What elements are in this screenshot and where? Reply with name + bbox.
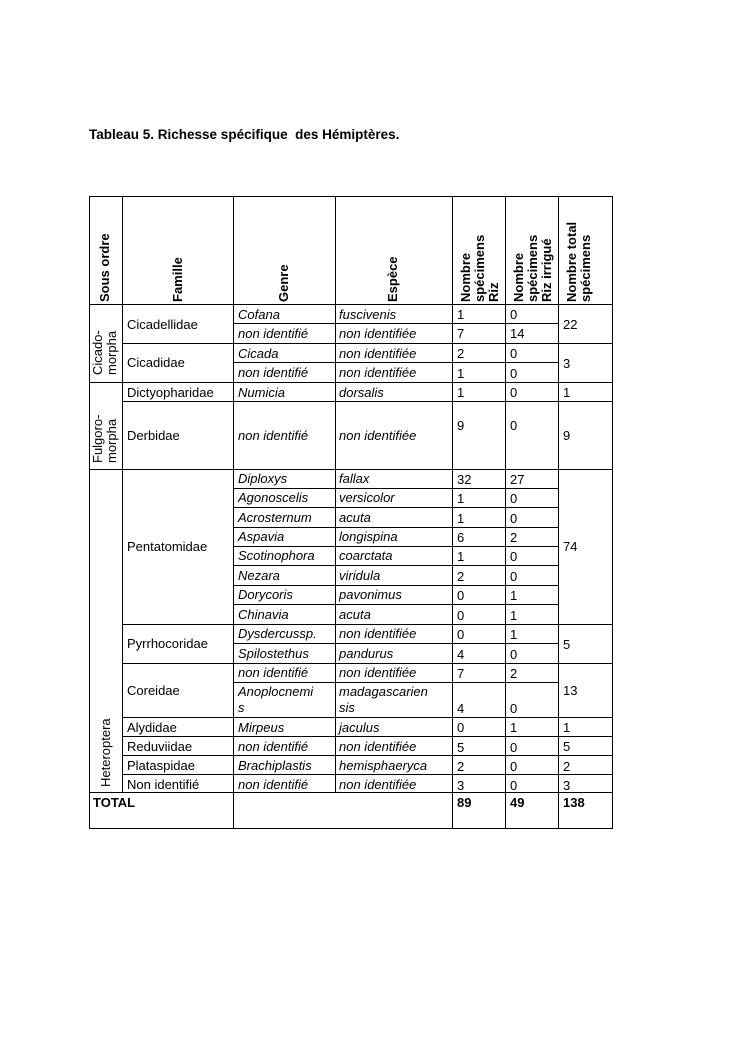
row-riz: 0 xyxy=(457,588,465,603)
row-irr: 0 xyxy=(510,569,518,584)
row-espece: non identifiée xyxy=(339,346,417,361)
suborder-cicadomorpha-l1: Cicado- xyxy=(90,330,105,375)
total-irr: 49 xyxy=(510,795,525,810)
row-riz: 4 xyxy=(457,701,465,716)
row-espece: coarctata xyxy=(339,548,393,563)
row-espece: fuscivenis xyxy=(339,307,397,322)
table-title: Tableau 5. Richesse spécifique des Hémiptères. xyxy=(89,127,400,142)
row-espece: non identifiée xyxy=(339,739,417,754)
row-irr: 0 xyxy=(510,418,518,433)
header-nombre-riz xyxy=(459,235,501,302)
header-nombre-irr-l1: Nombre xyxy=(511,252,526,302)
row-riz: 2 xyxy=(457,346,465,361)
row-riz: 9 xyxy=(457,418,465,433)
row-espece: acuta xyxy=(339,607,371,622)
row-espece: non identifiée xyxy=(339,365,417,380)
row-genre: Acrosternum xyxy=(238,510,312,525)
row-genre: Mirpeus xyxy=(238,720,285,735)
family-reduviidae: Reduviidae xyxy=(127,739,193,754)
row-irr: 0 xyxy=(510,346,518,361)
family-non-identifie: Non identifié xyxy=(127,777,200,792)
family-dictyopharidae: Dictyopharidae xyxy=(127,385,214,400)
row-genre: Numicia xyxy=(238,385,285,400)
row-genre: non identifié xyxy=(238,365,309,380)
header-nombre-riz-l3: Riz xyxy=(486,282,501,302)
row-riz: 1 xyxy=(457,549,465,564)
row-espece: madagascarien xyxy=(339,684,428,699)
row-espece: versicolor xyxy=(339,490,395,505)
suborder-fulgoromorpha xyxy=(91,415,119,463)
row-irr: 1 xyxy=(510,608,518,623)
row-irr: 0 xyxy=(510,778,518,793)
row-riz: 7 xyxy=(457,666,465,681)
row-riz: 32 xyxy=(457,472,472,487)
row-irr: 0 xyxy=(510,511,518,526)
row-irr: 2 xyxy=(510,666,518,681)
row-riz: 0 xyxy=(457,627,465,642)
row-genre: Agonoscelis xyxy=(238,490,309,505)
row-riz: 2 xyxy=(457,759,465,774)
row-espece: non identifiée xyxy=(339,777,417,792)
row-irr: 2 xyxy=(510,530,518,545)
row-espece: hemisphaeryca xyxy=(339,758,428,773)
row-espece: viridula xyxy=(339,568,381,583)
row-riz: 0 xyxy=(457,608,465,623)
row-irr: 27 xyxy=(510,472,525,487)
row-espece: non identifiée xyxy=(339,626,417,641)
suborder-cicadomorpha xyxy=(91,330,119,375)
row-genre: non identifié xyxy=(238,428,309,443)
total-label: TOTAL xyxy=(93,795,136,810)
row-genre: Brachiplastis xyxy=(238,758,312,773)
row-espece: jaculus xyxy=(339,720,380,735)
header-nombre-total-l2: spécimens xyxy=(578,234,593,302)
family-total: 5 xyxy=(563,739,571,754)
row-genre: Nezara xyxy=(238,568,280,583)
header-nombre-irr-l3: Riz irrigué xyxy=(539,238,554,302)
family-coreidae: Coreidae xyxy=(127,683,180,698)
header-nombre-total-l1: Nombre total xyxy=(564,221,579,302)
row-genre: Anoplocnemi xyxy=(238,684,314,699)
header-nombre-total xyxy=(565,222,593,302)
row-irr: 0 xyxy=(510,491,518,506)
header-nombre-riz-l1: Nombre xyxy=(458,252,473,302)
row-espece: non identifiée xyxy=(339,326,417,341)
row-riz: 2 xyxy=(457,569,465,584)
row-irr: 1 xyxy=(510,720,518,735)
family-total: 3 xyxy=(563,356,571,371)
row-espece: dorsalis xyxy=(339,385,384,400)
row-riz: 1 xyxy=(457,385,465,400)
row-genre: non identifié xyxy=(238,326,309,341)
row-genre: non identifié xyxy=(238,665,309,680)
row-riz: 6 xyxy=(457,530,465,545)
total-riz: 89 xyxy=(457,795,472,810)
row-espece: non identifiée xyxy=(339,428,417,443)
row-riz: 3 xyxy=(457,778,465,793)
family-total: 3 xyxy=(563,778,571,793)
header-nombre-riz-irrigue xyxy=(512,235,554,302)
family-total: 13 xyxy=(563,683,578,698)
suborder-cicadomorpha-l2: morpha xyxy=(104,330,119,375)
header-nombre-irr-l2: spécimens xyxy=(525,234,540,302)
row-genre-cont: s xyxy=(238,700,245,715)
row-riz: 0 xyxy=(457,720,465,735)
row-irr: 1 xyxy=(510,588,518,603)
row-genre: Dysdercussp. xyxy=(238,626,317,641)
row-riz: 5 xyxy=(457,740,465,755)
row-genre: Cofana xyxy=(238,307,280,322)
header-genre: Genre xyxy=(276,264,291,302)
family-pyrrhocoridae: Pyrrhocoridae xyxy=(127,636,208,651)
row-irr: 0 xyxy=(510,307,518,322)
row-espece: longispina xyxy=(339,529,398,544)
family-total: 1 xyxy=(563,385,571,400)
row-riz: 1 xyxy=(457,511,465,526)
total-all: 138 xyxy=(563,795,585,810)
row-irr: 0 xyxy=(510,759,518,774)
row-espece: acuta xyxy=(339,510,371,525)
header-sous-ordre: Sous ordre xyxy=(97,233,112,302)
row-riz: 1 xyxy=(457,307,465,322)
family-total: 1 xyxy=(563,720,571,735)
row-irr: 0 xyxy=(510,549,518,564)
family-cicadidae: Cicadidae xyxy=(127,355,185,370)
row-genre: Aspavia xyxy=(238,529,285,544)
row-espece: fallax xyxy=(339,471,370,486)
family-alydidae: Alydidae xyxy=(127,720,177,735)
row-genre: Chinavia xyxy=(238,607,289,622)
row-irr: 1 xyxy=(510,627,518,642)
row-genre: Scotinophora xyxy=(238,548,315,563)
row-espece: pavonimus xyxy=(339,587,402,602)
suborder-heteroptera: Heteroptera xyxy=(98,718,113,787)
row-riz: 1 xyxy=(457,366,465,381)
header-nombre-riz-l2: spécimens xyxy=(472,234,487,302)
row-irr: 14 xyxy=(510,326,525,341)
row-genre: Dorycoris xyxy=(238,587,293,602)
row-genre: Spilostethus xyxy=(238,646,309,661)
header-espece: Espèce xyxy=(385,256,400,302)
family-total: 74 xyxy=(563,539,578,554)
row-genre: non identifié xyxy=(238,739,309,754)
row-riz: 1 xyxy=(457,491,465,506)
header-famille: Famille xyxy=(170,257,185,302)
row-genre: Cicada xyxy=(238,346,279,361)
row-irr: 0 xyxy=(510,647,518,662)
row-irr: 0 xyxy=(510,366,518,381)
row-irr: 0 xyxy=(510,701,518,716)
row-genre: non identifié xyxy=(238,777,309,792)
family-cicadellidae: Cicadellidae xyxy=(127,317,198,332)
family-total: 2 xyxy=(563,759,571,774)
suborder-fulgoromorpha-l2: morpha xyxy=(104,418,119,463)
row-espece: pandurus xyxy=(339,646,394,661)
suborder-fulgoromorpha-l1: Fulgoro- xyxy=(90,414,105,463)
family-pentatomidae: Pentatomidae xyxy=(127,539,208,554)
family-derbidae: Derbidae xyxy=(127,428,180,443)
family-total: 9 xyxy=(563,428,571,443)
row-riz: 7 xyxy=(457,326,465,341)
row-riz: 4 xyxy=(457,647,465,662)
family-plataspidae: Plataspidae xyxy=(127,758,195,773)
family-total: 22 xyxy=(563,317,578,332)
family-total: 5 xyxy=(563,637,571,652)
row-irr: 0 xyxy=(510,385,518,400)
row-espece: non identifiée xyxy=(339,665,417,680)
row-irr: 0 xyxy=(510,740,518,755)
row-genre: Diploxys xyxy=(238,471,288,486)
row-espece-cont: sis xyxy=(339,700,355,715)
